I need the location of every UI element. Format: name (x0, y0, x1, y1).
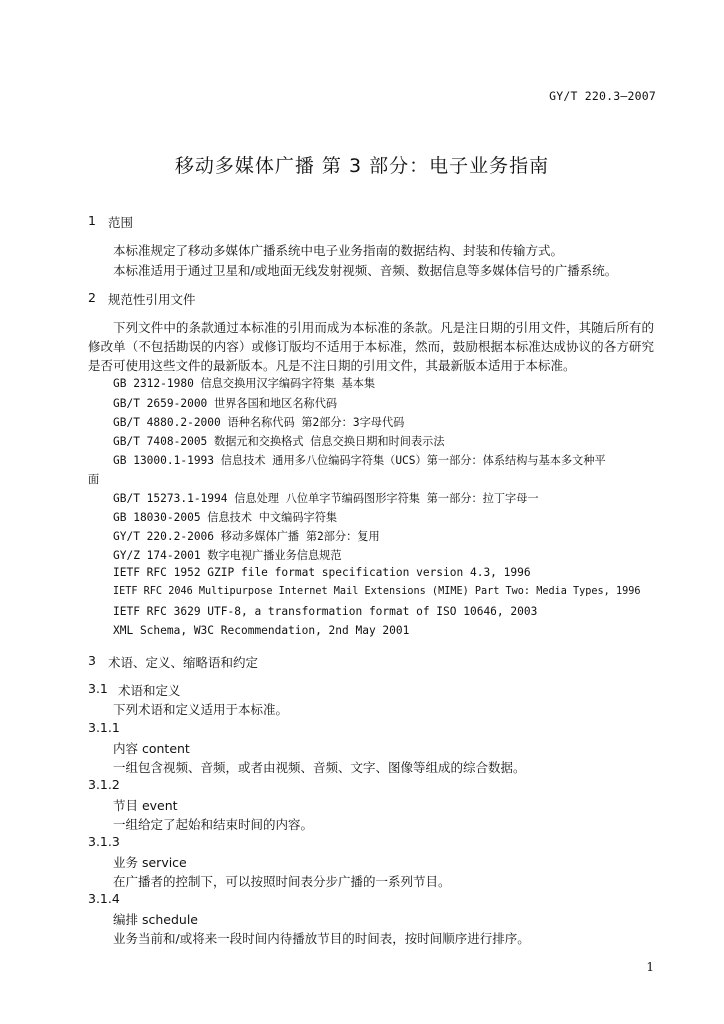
term-definition: 在广播者的控制下，可以按照时间表分步广播的一系列节目。 (113, 874, 451, 889)
section-2-intro-line-1: 下列文件中的条款通过本标准的引用而成为本标准的条款。凡是注日期的引用文件，其随后所有的 (113, 320, 654, 335)
term-name: 节目 event (113, 798, 178, 813)
section-2-intro-line-3: 是否可使用这些文件的最新版本。凡是不注日期的引用文件，其最新版本适用于本标准。 (88, 358, 576, 373)
reference-item: IETF RFC 1952 GZIP file format specification version 4.3, 1996 (113, 566, 531, 579)
reference-item: IETF RFC 3629 UTF-8, a transformation format of ISO 10646, 2003 (113, 605, 538, 618)
reference-item: GB/T 7408-2005 数据元和交换格式 信息交换日期和时间表示法 (113, 435, 445, 448)
term-name: 内容 content (113, 741, 190, 756)
subsection-3-1-number: 3.1 (88, 681, 108, 696)
reference-item: GB/T 2659-2000 世界各国和地区名称代码 (113, 397, 338, 410)
term-number: 3.1.3 (88, 834, 120, 849)
reference-item: GB 2312-1980 信息交换用汉字编码字符集 基本集 (113, 377, 376, 390)
section-1-paragraph-1: 本标准规定了移动多媒体广播系统中电子业务指南的数据结构、封装和传输方式。 (113, 243, 564, 258)
subsection-3-1-heading: 术语和定义 (118, 683, 181, 698)
section-2-heading: 规范性引用文件 (108, 292, 196, 307)
reference-item: GB/T 15273.1-1994 信息处理 八位单字节编码图形字符集 第一部分：拉丁字母一 (113, 492, 539, 505)
subsection-3-1-text: 下列术语和定义适用于本标准。 (113, 702, 289, 717)
section-1-number: 1 (88, 213, 96, 228)
section-1-paragraph-2: 本标准适用于通过卫星和/或地面无线发射视频、音频、数据信息等多媒体信号的广播系统。 (113, 263, 618, 278)
section-3-number: 3 (88, 653, 96, 668)
term-definition: 业务当前和/或将来一段时间内待播放节目的时间表，按时间顺序进行排序。 (113, 931, 530, 946)
term-number: 3.1.1 (88, 720, 120, 735)
standard-code: GY/T 220.3—2007 (549, 89, 656, 103)
term-name: 编排 schedule (113, 912, 198, 927)
reference-item: GY/Z 174-2001 数字电视广播业务信息规范 (113, 549, 342, 562)
document-title: 移动多媒体广播 第 3 部分：电子业务指南 (174, 155, 550, 177)
section-3-heading: 术语、定义、缩略语和约定 (108, 655, 259, 670)
term-definition: 一组包含视频、音频，或者由视频、音频、文字、图像等组成的综合数据。 (113, 760, 526, 775)
reference-item: GB/T 4880.2-2000 语种名称代码 第2部分：3字母代码 (113, 416, 405, 429)
reference-item: GY/T 220.2-2006 移动多媒体广播 第2部分：复用 (113, 530, 380, 543)
section-2-number: 2 (88, 290, 96, 305)
section-1-heading: 范围 (108, 215, 134, 230)
term-number: 3.1.4 (88, 891, 120, 906)
term-number: 3.1.2 (88, 777, 120, 792)
reference-item: GB 18030-2005 信息技术 中文编码字符集 (113, 511, 338, 524)
reference-item: IETF RFC 2046 Multipurpose Internet Mail Extensions (MIME) Part Two: Media Types, 1996 (113, 586, 641, 597)
term-definition: 一组给定了起始和结束时间的内容。 (113, 817, 314, 832)
page-number: 1 (646, 960, 654, 974)
reference-item: GB 13000.1-1993 信息技术 通用多八位编码字符集（UCS）第一部分：体系结构与基本多文种平 (113, 454, 606, 467)
section-2-intro-line-2: 修改单（不包括勘误的内容）或修订版均不适用于本标准，然而，鼓励根据本标准达成协议的各方研究 (88, 339, 654, 354)
reference-item: XML Schema, W3C Recommendation, 2nd May 2001 (113, 624, 410, 637)
reference-item-wrap: 面 (88, 473, 100, 486)
term-name: 业务 service (113, 855, 187, 870)
